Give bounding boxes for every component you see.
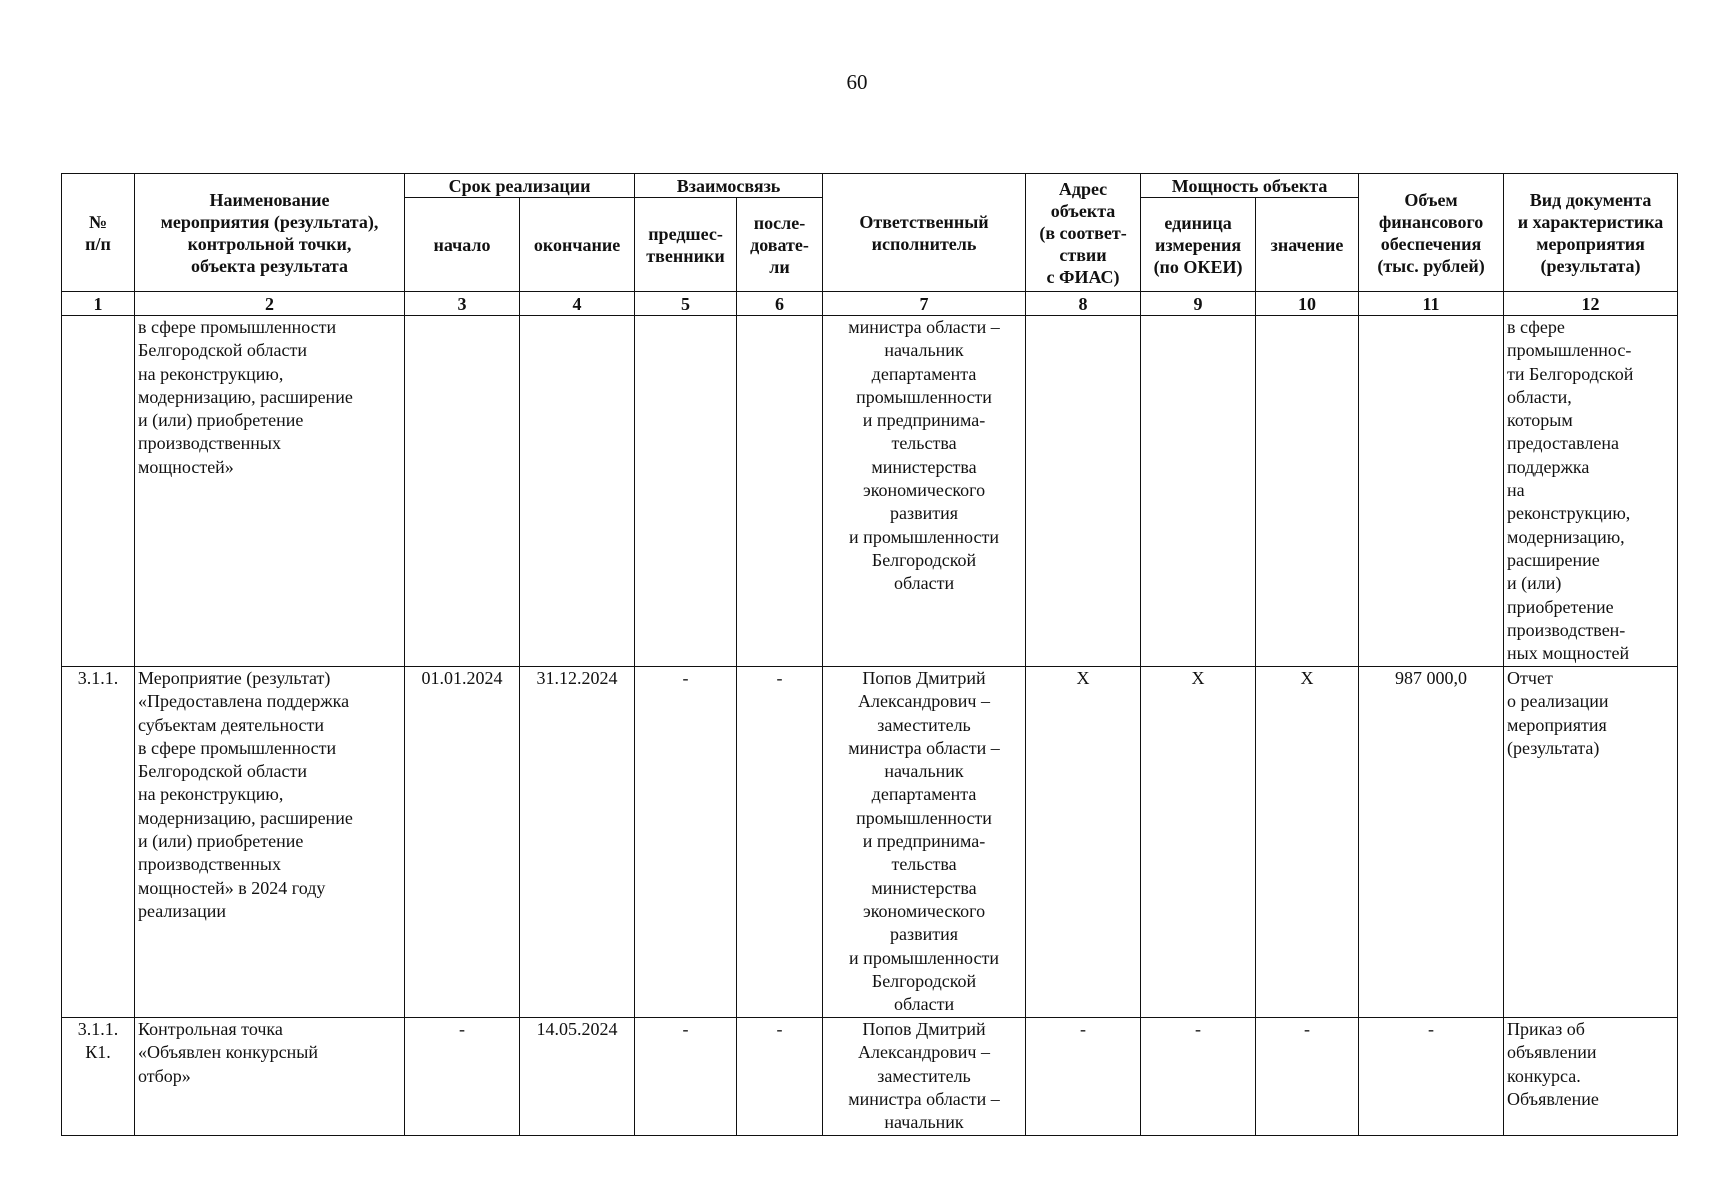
column-number: 2 [135, 292, 405, 316]
column-number: 10 [1256, 292, 1359, 316]
cell-successors: - [737, 1018, 823, 1136]
header-capacity: Мощность объекта [1141, 174, 1359, 198]
cell-address: - [1026, 1018, 1141, 1136]
cell-start: - [405, 1018, 520, 1136]
header-name: Наименование мероприятия (результата), контрольной точки, объекта результата [135, 174, 405, 292]
column-number: 3 [405, 292, 520, 316]
header-start: начало [405, 198, 520, 292]
cell-finance: - [1359, 1018, 1504, 1136]
header-num: № п/п [62, 174, 135, 292]
header-period: Срок реализации [405, 174, 635, 198]
cell-value [1256, 316, 1359, 667]
cell-end: 31.12.2024 [520, 667, 635, 1018]
cell-address: X [1026, 667, 1141, 1018]
header-successors: после- довате- ли [737, 198, 823, 292]
header-unit: единица измерения (по ОКЕИ) [1141, 198, 1256, 292]
header-predecessors: предшес- твенники [635, 198, 737, 292]
column-number-row [62, 292, 1678, 316]
table-row [62, 316, 1678, 667]
cell-document: Отчет о реализации мероприятия (результата) [1504, 667, 1678, 1018]
page-number: 60 [846, 70, 868, 94]
column-number: 8 [1026, 292, 1141, 316]
cell-responsible: Попов Дмитрий Александрович – заместитель министра области – начальник департамента промышленности и предпринима- тельства министерства экономического развития и промышленности Белгородской области [823, 667, 1026, 1018]
cell-start: 01.01.2024 [405, 667, 520, 1018]
cell-start [405, 316, 520, 667]
column-number: 12 [1504, 292, 1678, 316]
cell-responsible: Попов Дмитрий Александрович – заместитель министра области – начальник [823, 1018, 1026, 1136]
cell-name: Мероприятие (результат) «Предоставлена поддержка субъектам деятельности в сфере промышленности Белгородской области на реконструкцию, модернизацию, расширение и (или) приобретение производственных мощностей» в 2024 году реализации [135, 667, 405, 1018]
table-row [62, 1018, 1678, 1136]
column-number: 5 [635, 292, 737, 316]
cell-end: 14.05.2024 [520, 1018, 635, 1136]
cell-successors [737, 316, 823, 667]
cell-num: 3.1.1. К1. [62, 1018, 135, 1136]
cell-end [520, 316, 635, 667]
cell-unit: X [1141, 667, 1256, 1018]
cell-address [1026, 316, 1141, 667]
header-responsible: Ответственный исполнитель [823, 174, 1026, 292]
cell-successors: - [737, 667, 823, 1018]
cell-value: X [1256, 667, 1359, 1018]
header-value: значение [1256, 198, 1359, 292]
column-number: 6 [737, 292, 823, 316]
cell-unit [1141, 316, 1256, 667]
column-number: 9 [1141, 292, 1256, 316]
header-finance: Объем финансового обеспечения (тыс. рублей) [1359, 174, 1504, 292]
cell-document: Приказ об объявлении конкурса. Объявление [1504, 1018, 1678, 1136]
cell-finance: 987 000,0 [1359, 667, 1504, 1018]
header-end: окончание [520, 198, 635, 292]
cell-predecessors: - [635, 667, 737, 1018]
cell-num [62, 316, 135, 667]
cell-name: Контрольная точка «Объявлен конкурсный отбор» [135, 1018, 405, 1136]
implementation-plan-table [61, 173, 1678, 1136]
column-number: 7 [823, 292, 1026, 316]
header-address: Адрес объекта (в соответ- ствии с ФИАС) [1026, 174, 1141, 292]
column-number: 4 [520, 292, 635, 316]
header-document: Вид документа и характеристика мероприятия (результата) [1504, 174, 1678, 292]
cell-predecessors: - [635, 1018, 737, 1136]
cell-unit: - [1141, 1018, 1256, 1136]
cell-num: 3.1.1. [62, 667, 135, 1018]
cell-document: в сфере промышленнос- ти Белгородской области, которым предоставлена поддержка на реконструкцию, модернизацию, расширение и (или) приобретение производствен- ных мощностей [1504, 316, 1678, 667]
column-number: 11 [1359, 292, 1504, 316]
cell-responsible: министра области – начальник департамента промышленности и предпринима- тельства министерства экономического развития и промышленности Белгородской области [823, 316, 1026, 667]
column-number: 1 [62, 292, 135, 316]
cell-name: в сфере промышленности Белгородской области на реконструкцию, модернизацию, расширение и (или) приобретение производственных мощностей» [135, 316, 405, 667]
cell-finance [1359, 316, 1504, 667]
header-relation: Взаимосвязь [635, 174, 823, 198]
cell-predecessors [635, 316, 737, 667]
table-row [62, 667, 1678, 1018]
cell-value: - [1256, 1018, 1359, 1136]
